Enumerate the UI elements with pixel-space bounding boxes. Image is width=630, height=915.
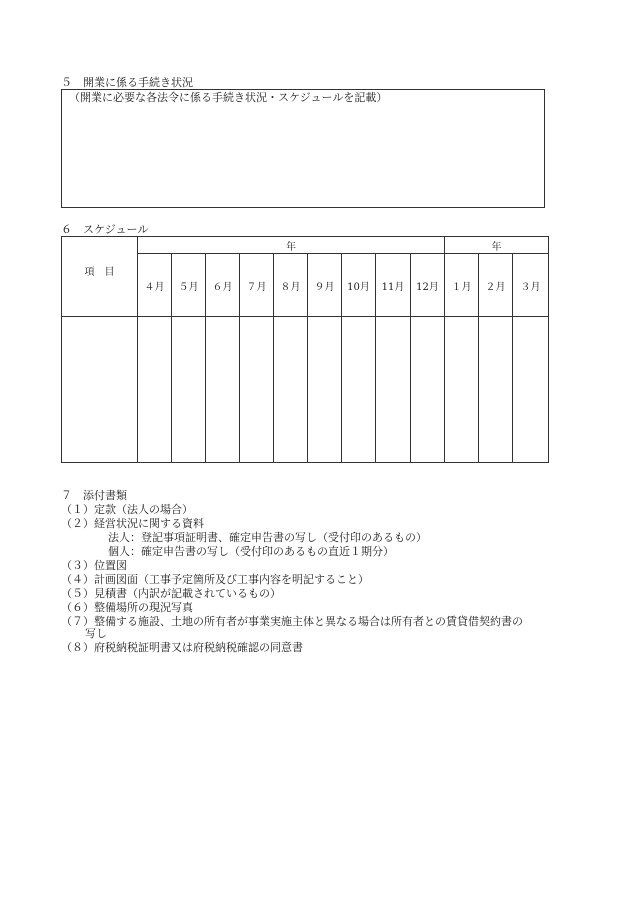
schedule-cell[interactable] xyxy=(411,317,445,463)
schedule-body-row xyxy=(62,317,549,463)
schedule-cell[interactable] xyxy=(206,317,240,463)
month-header: ８月 xyxy=(274,254,308,317)
attachment-item-continuation: 写し xyxy=(85,627,107,640)
schedule-cell[interactable] xyxy=(479,317,513,463)
year-label: 年 xyxy=(138,237,445,254)
month-header: １月 xyxy=(445,254,479,317)
section5-box xyxy=(61,89,545,208)
month-header: ５月 xyxy=(172,254,206,317)
attachment-item: （７）整備する施設、土地の所有者が事業実施主体と異なる場合は所有者との賃貸借契約書の xyxy=(61,615,523,628)
schedule-cell[interactable] xyxy=(308,317,342,463)
schedule-cell[interactable] xyxy=(445,317,479,463)
schedule-cell[interactable] xyxy=(240,317,274,463)
item-header: 項 目 xyxy=(62,237,138,317)
schedule-cell[interactable] xyxy=(172,317,206,463)
month-header: ４月 xyxy=(138,254,172,317)
section6-heading: ６ スケジュール xyxy=(61,223,149,236)
schedule-cell[interactable] xyxy=(274,317,308,463)
attachment-item: （３）位置図 xyxy=(61,559,127,572)
attachment-item: （６）整備場所の現況写真 xyxy=(61,601,193,614)
year-label: 年 xyxy=(445,237,549,254)
schedule-cell[interactable] xyxy=(342,317,376,463)
month-header: ９月 xyxy=(308,254,342,317)
month-header: ７月 xyxy=(240,254,274,317)
item-cell[interactable] xyxy=(62,317,138,463)
attachment-item: （８）府税納税証明書又は府税納税確認の同意書 xyxy=(61,641,303,654)
section7-heading: ７ 添付書類 xyxy=(61,489,127,502)
month-header: ６月 xyxy=(206,254,240,317)
section5-heading: ５ 開業に係る手続き状況 xyxy=(61,76,193,89)
section5-note: （開業に必要な各法令に係る手続き状況・スケジュールを記載） xyxy=(69,91,388,104)
schedule-cell[interactable] xyxy=(513,317,549,463)
attachment-item: （４）計画図面（工事予定箇所及び工事内容を明記すること） xyxy=(61,573,369,586)
attachment-sub-item: 個人：確定申告書の写し（受付印のあるもの直近１期分） xyxy=(108,545,394,558)
month-header: 12月 xyxy=(411,254,445,317)
month-header: ３月 xyxy=(513,254,549,317)
schedule-cell[interactable] xyxy=(138,317,172,463)
schedule-table xyxy=(61,236,549,463)
attachment-sub-item: 法人：登記事項証明書、確定申告書の写し（受付印のあるもの） xyxy=(108,531,427,544)
month-header: 11月 xyxy=(376,254,411,317)
schedule-cell[interactable] xyxy=(376,317,411,463)
month-header: ２月 xyxy=(479,254,513,317)
attachment-item: （２）経営状況に関する資料 xyxy=(61,517,204,530)
month-header: 10月 xyxy=(342,254,376,317)
attachment-item: （５）見積書（内訳が記載されているもの） xyxy=(61,587,281,600)
attachment-item: （１）定款（法人の場合） xyxy=(61,503,193,516)
